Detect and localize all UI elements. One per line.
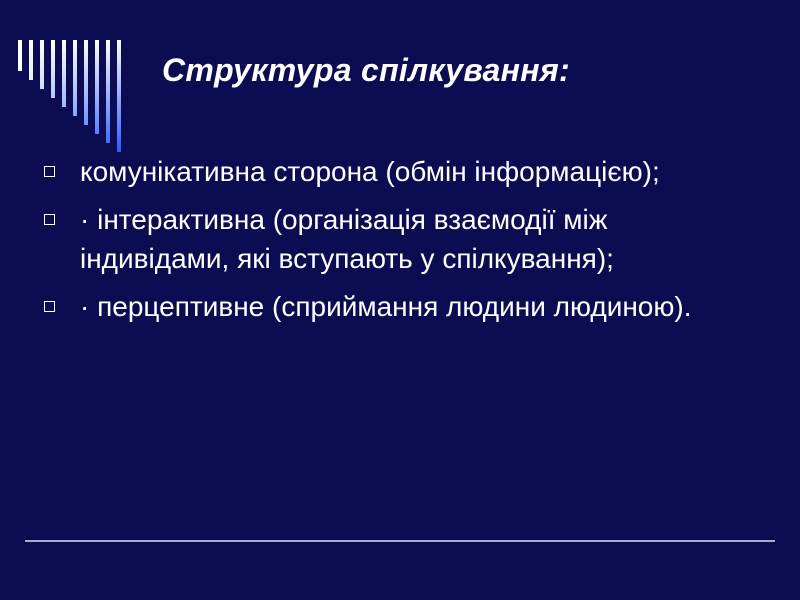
vertical-stripes-icon (18, 40, 138, 160)
bullet-list (40, 152, 730, 335)
stripe (18, 40, 22, 71)
hollow-square-icon (44, 214, 55, 225)
hollow-square-icon (44, 166, 55, 177)
stripe (40, 40, 44, 89)
bullet-text: комунікативна сторона (обмін інформацією); (80, 156, 660, 187)
stripe (117, 40, 121, 152)
divider (25, 540, 775, 542)
stripe (84, 40, 88, 125)
stripe (62, 40, 66, 107)
stripe (29, 40, 33, 80)
stripe (73, 40, 77, 116)
hollow-square-icon (44, 301, 55, 312)
list-item (40, 200, 730, 278)
list-item (40, 152, 730, 191)
stripe (51, 40, 55, 98)
list-item (40, 287, 730, 326)
slide-title: Структура спілкування: (162, 52, 570, 88)
bullet-text: · перцептивне (сприймання людини людиною). (80, 291, 692, 322)
bullet-text: · інтерактивна (організація взаємодії між індивідами, які вступають у спілкування); (80, 204, 614, 274)
stripe (106, 40, 110, 143)
stripe (95, 40, 99, 134)
